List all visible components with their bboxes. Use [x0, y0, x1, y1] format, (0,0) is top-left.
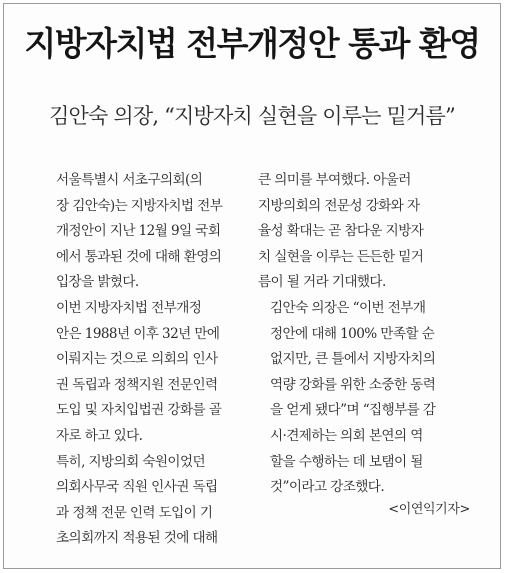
text-line: 이번 지방자치법 전부개정: [56, 299, 202, 316]
text-line: 개정안이 지난 12월 9일 국회: [56, 223, 221, 240]
text-line: 초의회까지 적용된 것에 대해: [56, 530, 218, 547]
text-line: 이뤄지는 것으로 의회의 인사: [56, 351, 218, 368]
paragraph: [44, 450, 234, 552]
text-line: 을 얻게 됐다”며 “집행부를 감: [270, 402, 436, 419]
paragraph: [44, 168, 234, 296]
text-line: 과 정책 전문 인력 도입이 기: [56, 504, 213, 521]
text-line: 장 김안숙)는 지방자치법 전부: [56, 197, 223, 214]
text-line: 정안에 대해 100% 만족할 순: [270, 325, 435, 342]
text-line: 권 독립과 정책지원 전문인력: [56, 376, 218, 393]
article-column-right: [258, 168, 448, 501]
text-line: 름이 될 거라 기대했다.: [258, 274, 386, 291]
text-line: 에서 통과된 것에 대해 환영의: [56, 248, 222, 265]
text-line: 자로 하고 있다.: [56, 427, 143, 444]
text-line: 김안숙 의장은 “이번 전부개: [270, 299, 426, 316]
text-line: 서울특별시 서초구의회(의: [56, 172, 203, 188]
text-line: 율성 확대는 곧 참다운 지방자: [258, 223, 424, 240]
text-line: 의회사무국 직원 인사권 독립: [56, 479, 218, 496]
paragraph: [44, 296, 234, 450]
text-line: 큰 의미를 부여했다. 아울러: [258, 172, 411, 188]
text-line: 할을 수행하는 데 보탬이 될: [270, 453, 423, 470]
subheadline: 김안숙 의장, “지방자치 실현을 이루는 밑거름”: [49, 104, 455, 128]
text-line: 없지만, 큰 틀에서 지방자치의: [270, 351, 436, 368]
paragraph: [258, 168, 448, 296]
article-column-left: [44, 168, 234, 552]
text-line: 시·견제하는 의회 본연의 역: [270, 427, 423, 444]
text-line: 것”이라고 강조했다.: [270, 479, 385, 496]
text-line: 지방의회의 전문성 강화와 자: [258, 197, 420, 214]
text-line: 특히, 지방의회 숙원이었던: [56, 453, 206, 470]
reporter-byline: <이연익기자>: [388, 502, 470, 517]
headline: 지방자치법 전부개정안 통과 환영: [24, 24, 480, 63]
text-line: 치 실현을 이루는 든든한 밑거: [258, 248, 424, 265]
text-line: 역량 강화를 위한 소중한 동력: [270, 376, 436, 393]
text-line: 안은 1988년 이후 32년 만에: [56, 325, 220, 342]
text-line: 도입 및 자치입법권 강화를 골: [56, 402, 222, 419]
paragraph: [258, 296, 448, 501]
text-line: 입장을 밝혔다.: [56, 274, 139, 291]
